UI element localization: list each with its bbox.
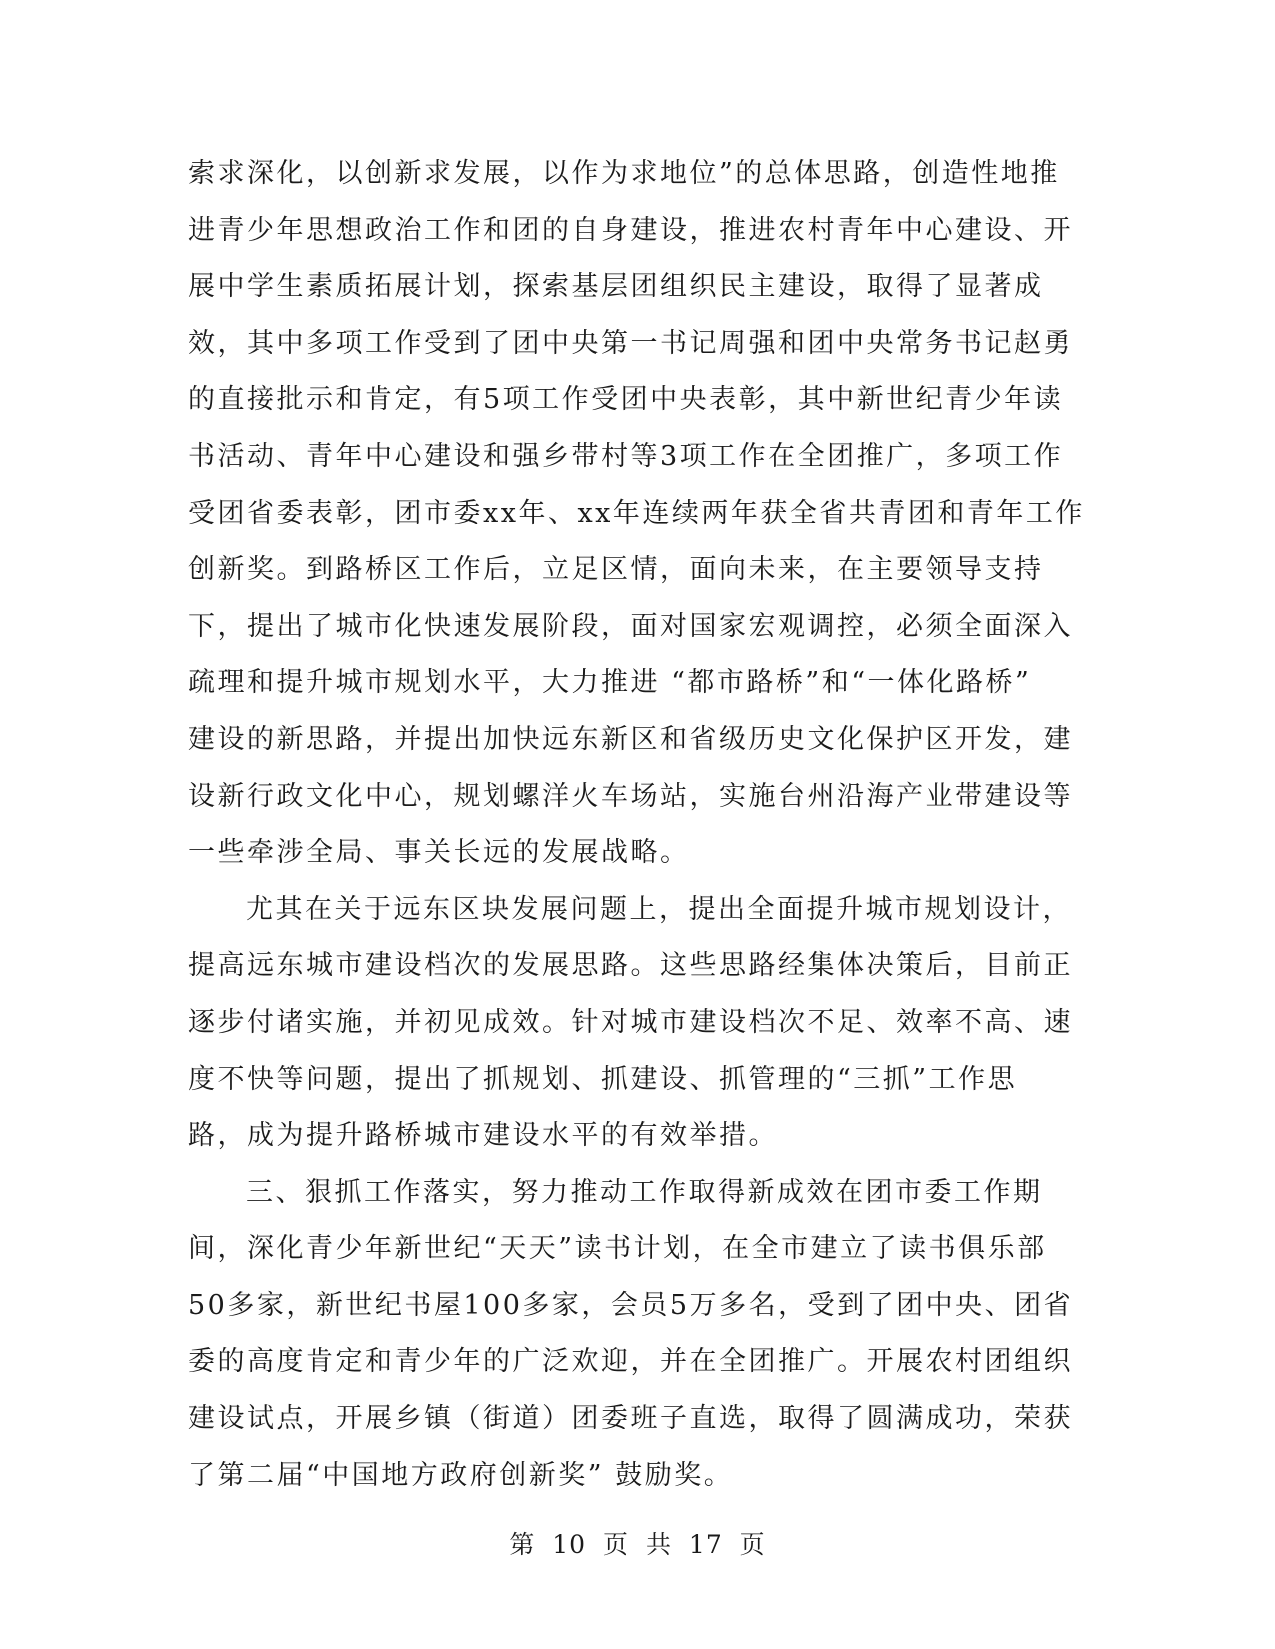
text-line: 设新行政文化中心，规划螺洋火车场站，实施台州沿海产业带建设等 (188, 780, 1073, 812)
text-line: 书活动、青年中心建设和强乡带村等3项工作在全团推广，多项工作 (188, 440, 1064, 472)
text-line: 逐步付诸实施，并初见成效。针对城市建设档次不足、效率不高、速 (188, 1006, 1073, 1038)
text-line: 的直接批示和肯定，有5项工作受团中央表彰，其中新世纪青少年读 (188, 384, 1064, 416)
text-line: 尤其在关于远东区块发展问题上，提出全面提升城市规划设计， (246, 893, 1072, 925)
text-line: 提高远东城市建设档次的发展思路。这些思路经集体决策后，目前正 (188, 950, 1073, 982)
text-line: 路，成为提升路桥城市建设水平的有效举措。 (188, 1120, 778, 1152)
text-line: 建设试点，开展乡镇（街道）团委班子直选，取得了圆满成功，荣获 (188, 1403, 1073, 1435)
text-line: 下，提出了城市化快速发展阶段，面对国家宏观调控，必须全面深入 (188, 610, 1073, 642)
text-line: 间，深化青少年新世纪“天天”读书计划，在全市建立了读书俱乐部 (188, 1233, 1047, 1265)
text-line: 建设的新思路，并提出加快远东新区和省级历史文化保护区开发，建 (188, 723, 1073, 755)
text-line: 委的高度肯定和青少年的广泛欢迎，并在全团推广。开展农村团组织 (188, 1346, 1073, 1378)
text-line: 受团省委表彰，团市委xx年、xx年连续两年获全省共青团和青年工作 (188, 497, 1085, 529)
text-line: 疏理和提升城市规划水平，大力推进 “都市路桥”和“一体化路桥” (188, 667, 1032, 699)
text-line: 三、狠抓工作落实，努力推动工作取得新成效在团市委工作期 (246, 1176, 1043, 1208)
text-line: 50多家，新世纪书屋100多家，会员5万多名，受到了团中央、团省 (188, 1289, 1074, 1321)
text-line: 度不快等问题，提出了抓规划、抓建设、抓管理的“三抓”工作思 (188, 1063, 1018, 1095)
text-line: 效，其中多项工作受到了团中央第一书记周强和团中央常务书记赵勇 (188, 327, 1073, 359)
text-line: 创新奖。到路桥区工作后，立足区情，面向未来，在主要领导支持 (188, 554, 1044, 586)
text-line: 索求深化，以创新求发展，以作为求地位”的总体思路，创造性地推 (188, 158, 1060, 189)
body-text (188, 146, 1088, 1504)
text-line: 了第二届“中国地方政府创新奖” 鼓励奖。 (188, 1459, 734, 1491)
page-number-footer: 第 10 页 共 17 页 (509, 1530, 766, 1559)
text-line: 展中学生素质拓展计划，探索基层团组织民主建设，取得了显著成 (188, 271, 1044, 303)
text-line: 一些牵涉全局、事关长远的发展战略。 (188, 837, 690, 869)
text-line: 进青少年思想政治工作和团的自身建设，推进农村青年中心建设、开 (188, 214, 1073, 246)
